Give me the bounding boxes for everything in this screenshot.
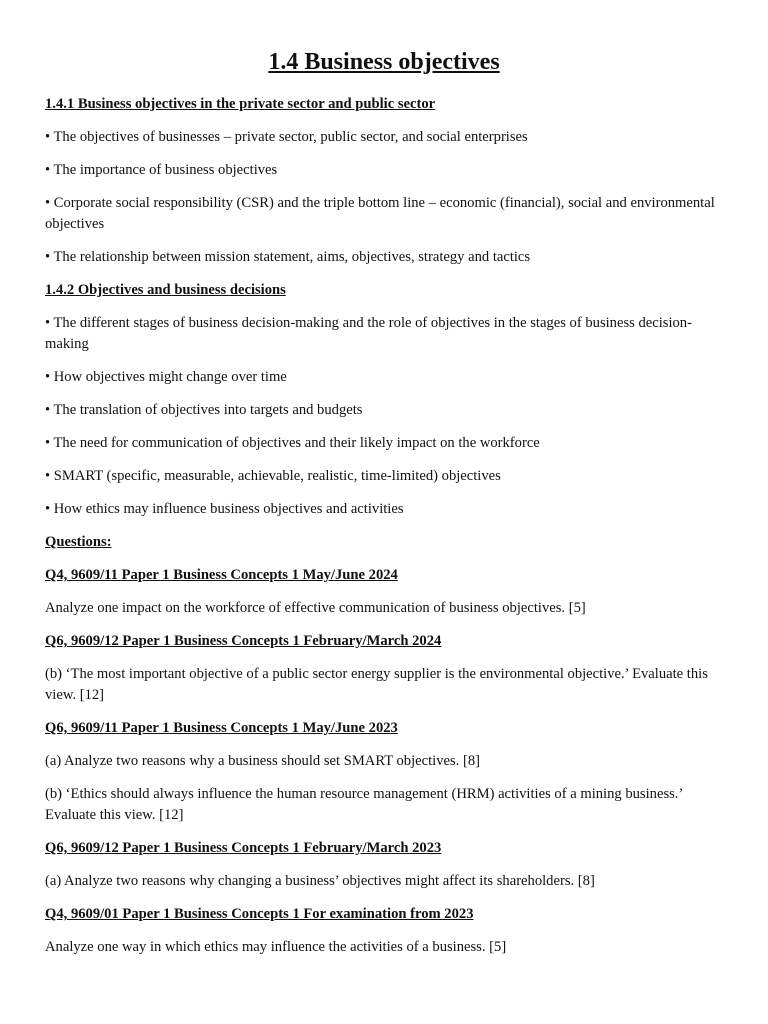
questions-heading: Questions: [45, 534, 112, 550]
question-text: Analyze one impact on the workforce of effective communication of business objectives. [5] [45, 600, 586, 616]
section-1-4-1 [45, 94, 723, 268]
question-text: (b) ‘The most important objective of a public sector energy supplier is the environmental objective.’ Evaluate this view. [12] [45, 666, 708, 703]
question-text: (a) Analyze two reasons why changing a business’ objectives might affect its shareholders. [8] [45, 873, 595, 889]
bullet-item: • The importance of business objectives [45, 162, 278, 178]
question-heading: Q4, 9609/01 Paper 1 Business Concepts 1 For examination from 2023 [45, 906, 474, 922]
questions-section [45, 532, 723, 958]
section-heading: 1.4.1 Business objectives in the private sector and public sector [45, 96, 436, 112]
bullet-item: • SMART (specific, measurable, achievable, realistic, time-limited) objectives [45, 468, 501, 484]
bullet-item: • The objectives of businesses – private sector, public sector, and social enterprises [45, 129, 528, 145]
bullet-item: • The relationship between mission statement, aims, objectives, strategy and tactics [45, 249, 531, 265]
question-text: (b) ‘Ethics should always influence the human resource management (HRM) activities of a mining business.’ Evaluate this view. [12] [45, 786, 683, 823]
bullet-item: • Corporate social responsibility (CSR) and the triple bottom line – economic (financial), social and environmental objectives [45, 195, 715, 232]
bullet-item: • The translation of objectives into targets and budgets [45, 402, 363, 418]
question-heading: Q6, 9609/12 Paper 1 Business Concepts 1 February/March 2023 [45, 840, 442, 856]
bullet-item: • How objectives might change over time [45, 369, 287, 385]
question-heading: Q6, 9609/12 Paper 1 Business Concepts 1 February/March 2024 [45, 633, 442, 649]
question-text: (a) Analyze two reasons why a business should set SMART objectives. [8] [45, 753, 480, 769]
question-heading: Q4, 9609/11 Paper 1 Business Concepts 1 May/June 2024 [45, 567, 398, 583]
bullet-item: • The different stages of business decision-making and the role of objectives in the stages of business decision-making [45, 315, 692, 352]
bullet-item: • The need for communication of objectives and their likely impact on the workforce [45, 435, 540, 451]
question-text: Analyze one way in which ethics may influence the activities of a business. [5] [45, 939, 507, 955]
section-heading: 1.4.2 Objectives and business decisions [45, 282, 286, 298]
bullet-item: • How ethics may influence business objectives and activities [45, 501, 404, 517]
section-1-4-2 [45, 280, 723, 520]
page-title: 1.4 Business objectives [268, 49, 500, 75]
question-heading: Q6, 9609/11 Paper 1 Business Concepts 1 May/June 2023 [45, 720, 398, 736]
